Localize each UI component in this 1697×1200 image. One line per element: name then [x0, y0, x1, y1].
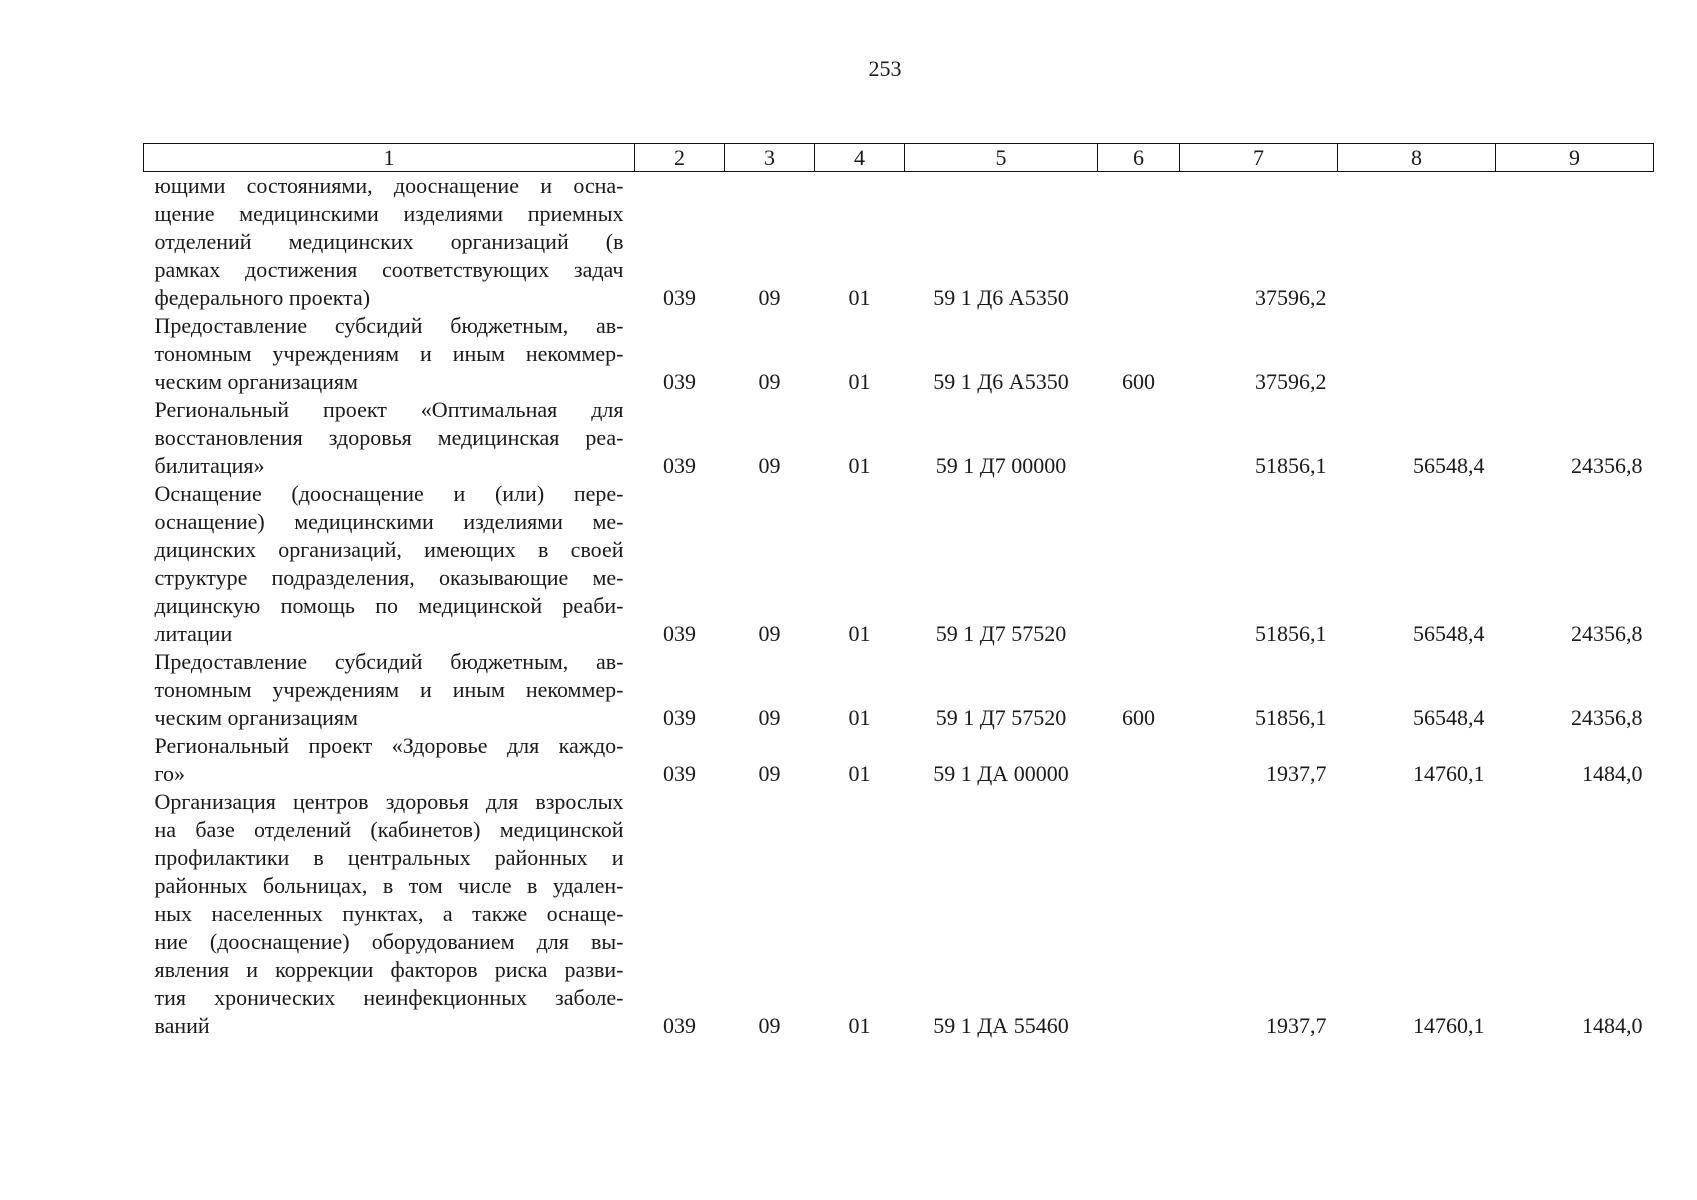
- table-row: [144, 732, 1654, 788]
- description-line: ческим организациям: [154, 705, 358, 730]
- column-header: 2: [635, 144, 725, 172]
- page-number: 253: [868, 56, 902, 81]
- expense-type-cell: [1098, 396, 1180, 480]
- amount-year3-cell: 24356,8: [1571, 453, 1643, 478]
- column-header: 3: [725, 144, 815, 172]
- amount-year2-cell: 56548,4: [1413, 705, 1485, 730]
- description-line: структуре подразделения, оказывающие ме-: [154, 565, 624, 590]
- column-header: 8: [1338, 144, 1496, 172]
- target-article-cell: 59 1 ДА 55460: [933, 1013, 1069, 1038]
- section-cell: 09: [758, 369, 781, 394]
- table-row: [144, 788, 1654, 1040]
- amount-year3-cell: 1484,0: [1582, 761, 1643, 786]
- target-article-cell: 59 1 Д6 А5350: [933, 285, 1069, 310]
- row-description: [144, 396, 635, 480]
- description-line: тономным учреждениям и иным некоммер-: [154, 341, 624, 366]
- expense-type-cell: [1098, 480, 1180, 648]
- description-line: ваний: [154, 1013, 210, 1038]
- admin-code-cell: 039: [663, 1013, 696, 1038]
- description-line: билитация»: [154, 453, 265, 478]
- description-line: дицинских организаций, имеющих в своей: [154, 537, 624, 562]
- admin-code-cell: 039: [663, 761, 696, 786]
- amount-year1-cell: 37596,2: [1255, 285, 1327, 310]
- description-line: щение медицинскими изделиями приемных: [154, 201, 624, 226]
- budget-table: [143, 143, 1654, 1040]
- description-line: федерального проекта): [154, 285, 371, 310]
- expense-type-cell: [1098, 732, 1180, 788]
- subsection-cell: 01: [848, 285, 871, 310]
- admin-code-cell: 039: [663, 621, 696, 646]
- table-row: [144, 480, 1654, 648]
- column-header: 5: [905, 144, 1098, 172]
- description-line: районных больницах, в том числе в удален-: [154, 873, 624, 898]
- admin-code-cell: 039: [663, 705, 696, 730]
- description-line: литации: [154, 621, 233, 646]
- subsection-cell: 01: [848, 1013, 871, 1038]
- description-line: тономным учреждениям и иным некоммер-: [154, 677, 624, 702]
- column-header: 9: [1496, 144, 1654, 172]
- table-row: [144, 396, 1654, 480]
- description-line: дицинскую помощь по медицинской реаби-: [154, 593, 624, 618]
- amount-year2-cell: [1338, 172, 1496, 313]
- target-article-cell: 59 1 Д7 00000: [935, 453, 1067, 478]
- description-line: восстановления здоровья медицинская реа-: [154, 425, 624, 450]
- amount-year2-cell: 56548,4: [1413, 453, 1485, 478]
- expense-type-cell: 600: [1122, 705, 1155, 730]
- target-article-cell: 59 1 Д7 57520: [935, 621, 1067, 646]
- amount-year3-cell: 24356,8: [1571, 705, 1643, 730]
- table-row: [144, 172, 1654, 313]
- target-article-cell: 59 1 ДА 00000: [933, 761, 1069, 786]
- section-cell: 09: [758, 621, 781, 646]
- description-line: Предоставление субсидий бюджетным, ав-: [154, 649, 624, 674]
- description-line: Организация центров здоровья для взрослых: [154, 789, 624, 814]
- column-header: 4: [815, 144, 905, 172]
- amount-year1-cell: 37596,2: [1255, 369, 1327, 394]
- expense-type-cell: [1098, 172, 1180, 313]
- amount-year1-cell: 1937,7: [1266, 761, 1327, 786]
- subsection-cell: 01: [848, 369, 871, 394]
- amount-year2-cell: 56548,4: [1413, 621, 1485, 646]
- admin-code-cell: 039: [663, 369, 696, 394]
- description-line: профилактики в центральных районных и: [154, 845, 624, 870]
- amount-year3-cell: 1484,0: [1582, 1013, 1643, 1038]
- description-line: Региональный проект «Здоровье для каждо-: [154, 733, 624, 758]
- amount-year1-cell: 51856,1: [1255, 621, 1327, 646]
- column-header: 6: [1098, 144, 1180, 172]
- description-line: ющими состояниями, дооснащение и осна-: [154, 173, 624, 198]
- description-line: оснащение) медицинскими изделиями ме-: [154, 509, 624, 534]
- amount-year1-cell: 51856,1: [1255, 453, 1327, 478]
- amount-year1-cell: 51856,1: [1255, 705, 1327, 730]
- target-article-cell: 59 1 Д7 57520: [935, 705, 1067, 730]
- expense-type-cell: 600: [1122, 369, 1155, 394]
- section-cell: 09: [758, 761, 781, 786]
- description-line: явления и коррекции факторов риска разви-: [154, 957, 624, 982]
- description-line: тия хронических неинфекционных заболе-: [154, 985, 624, 1010]
- target-article-cell: 59 1 Д6 А5350: [933, 369, 1069, 394]
- table-row: [144, 312, 1654, 396]
- description-line: Региональный проект «Оптимальная для: [154, 397, 624, 422]
- description-line: ческим организациям: [154, 369, 358, 394]
- table-body: [144, 172, 1654, 1041]
- section-cell: 09: [758, 1013, 781, 1038]
- row-description: [144, 480, 635, 648]
- amount-year2-cell: [1338, 312, 1496, 396]
- description-line: отделений медицинских организаций (в: [154, 229, 624, 254]
- row-description: [144, 648, 635, 732]
- description-line: Оснащение (дооснащение и (или) пере-: [154, 481, 624, 506]
- amount-year3-cell: 24356,8: [1571, 621, 1643, 646]
- column-header: 7: [1180, 144, 1338, 172]
- subsection-cell: 01: [848, 453, 871, 478]
- description-line: го»: [154, 761, 185, 786]
- header-row: [144, 144, 1654, 172]
- row-description: [144, 732, 635, 788]
- admin-code-cell: 039: [663, 453, 696, 478]
- section-cell: 09: [758, 453, 781, 478]
- description-line: ние (дооснащение) оборудованием для вы-: [154, 929, 624, 954]
- subsection-cell: 01: [848, 705, 871, 730]
- description-line: рамках достижения соответствующих задач: [154, 257, 624, 282]
- row-description: [144, 312, 635, 396]
- subsection-cell: 01: [848, 761, 871, 786]
- expense-type-cell: [1098, 788, 1180, 1040]
- description-line: на базе отделений (кабинетов) медицинской: [154, 817, 624, 842]
- subsection-cell: 01: [848, 621, 871, 646]
- amount-year3-cell: [1496, 172, 1654, 313]
- description-line: ных населенных пунктах, а также оснаще-: [154, 901, 624, 926]
- amount-year2-cell: 14760,1: [1413, 1013, 1485, 1038]
- amount-year1-cell: 1937,7: [1266, 1013, 1327, 1038]
- section-cell: 09: [758, 705, 781, 730]
- row-description: [144, 788, 635, 1040]
- column-header: 1: [144, 144, 635, 172]
- admin-code-cell: 039: [663, 285, 696, 310]
- amount-year2-cell: 14760,1: [1413, 761, 1485, 786]
- row-description: [144, 172, 635, 313]
- section-cell: 09: [758, 285, 781, 310]
- amount-year3-cell: [1496, 312, 1654, 396]
- description-line: Предоставление субсидий бюджетным, ав-: [154, 313, 624, 338]
- table-row: [144, 648, 1654, 732]
